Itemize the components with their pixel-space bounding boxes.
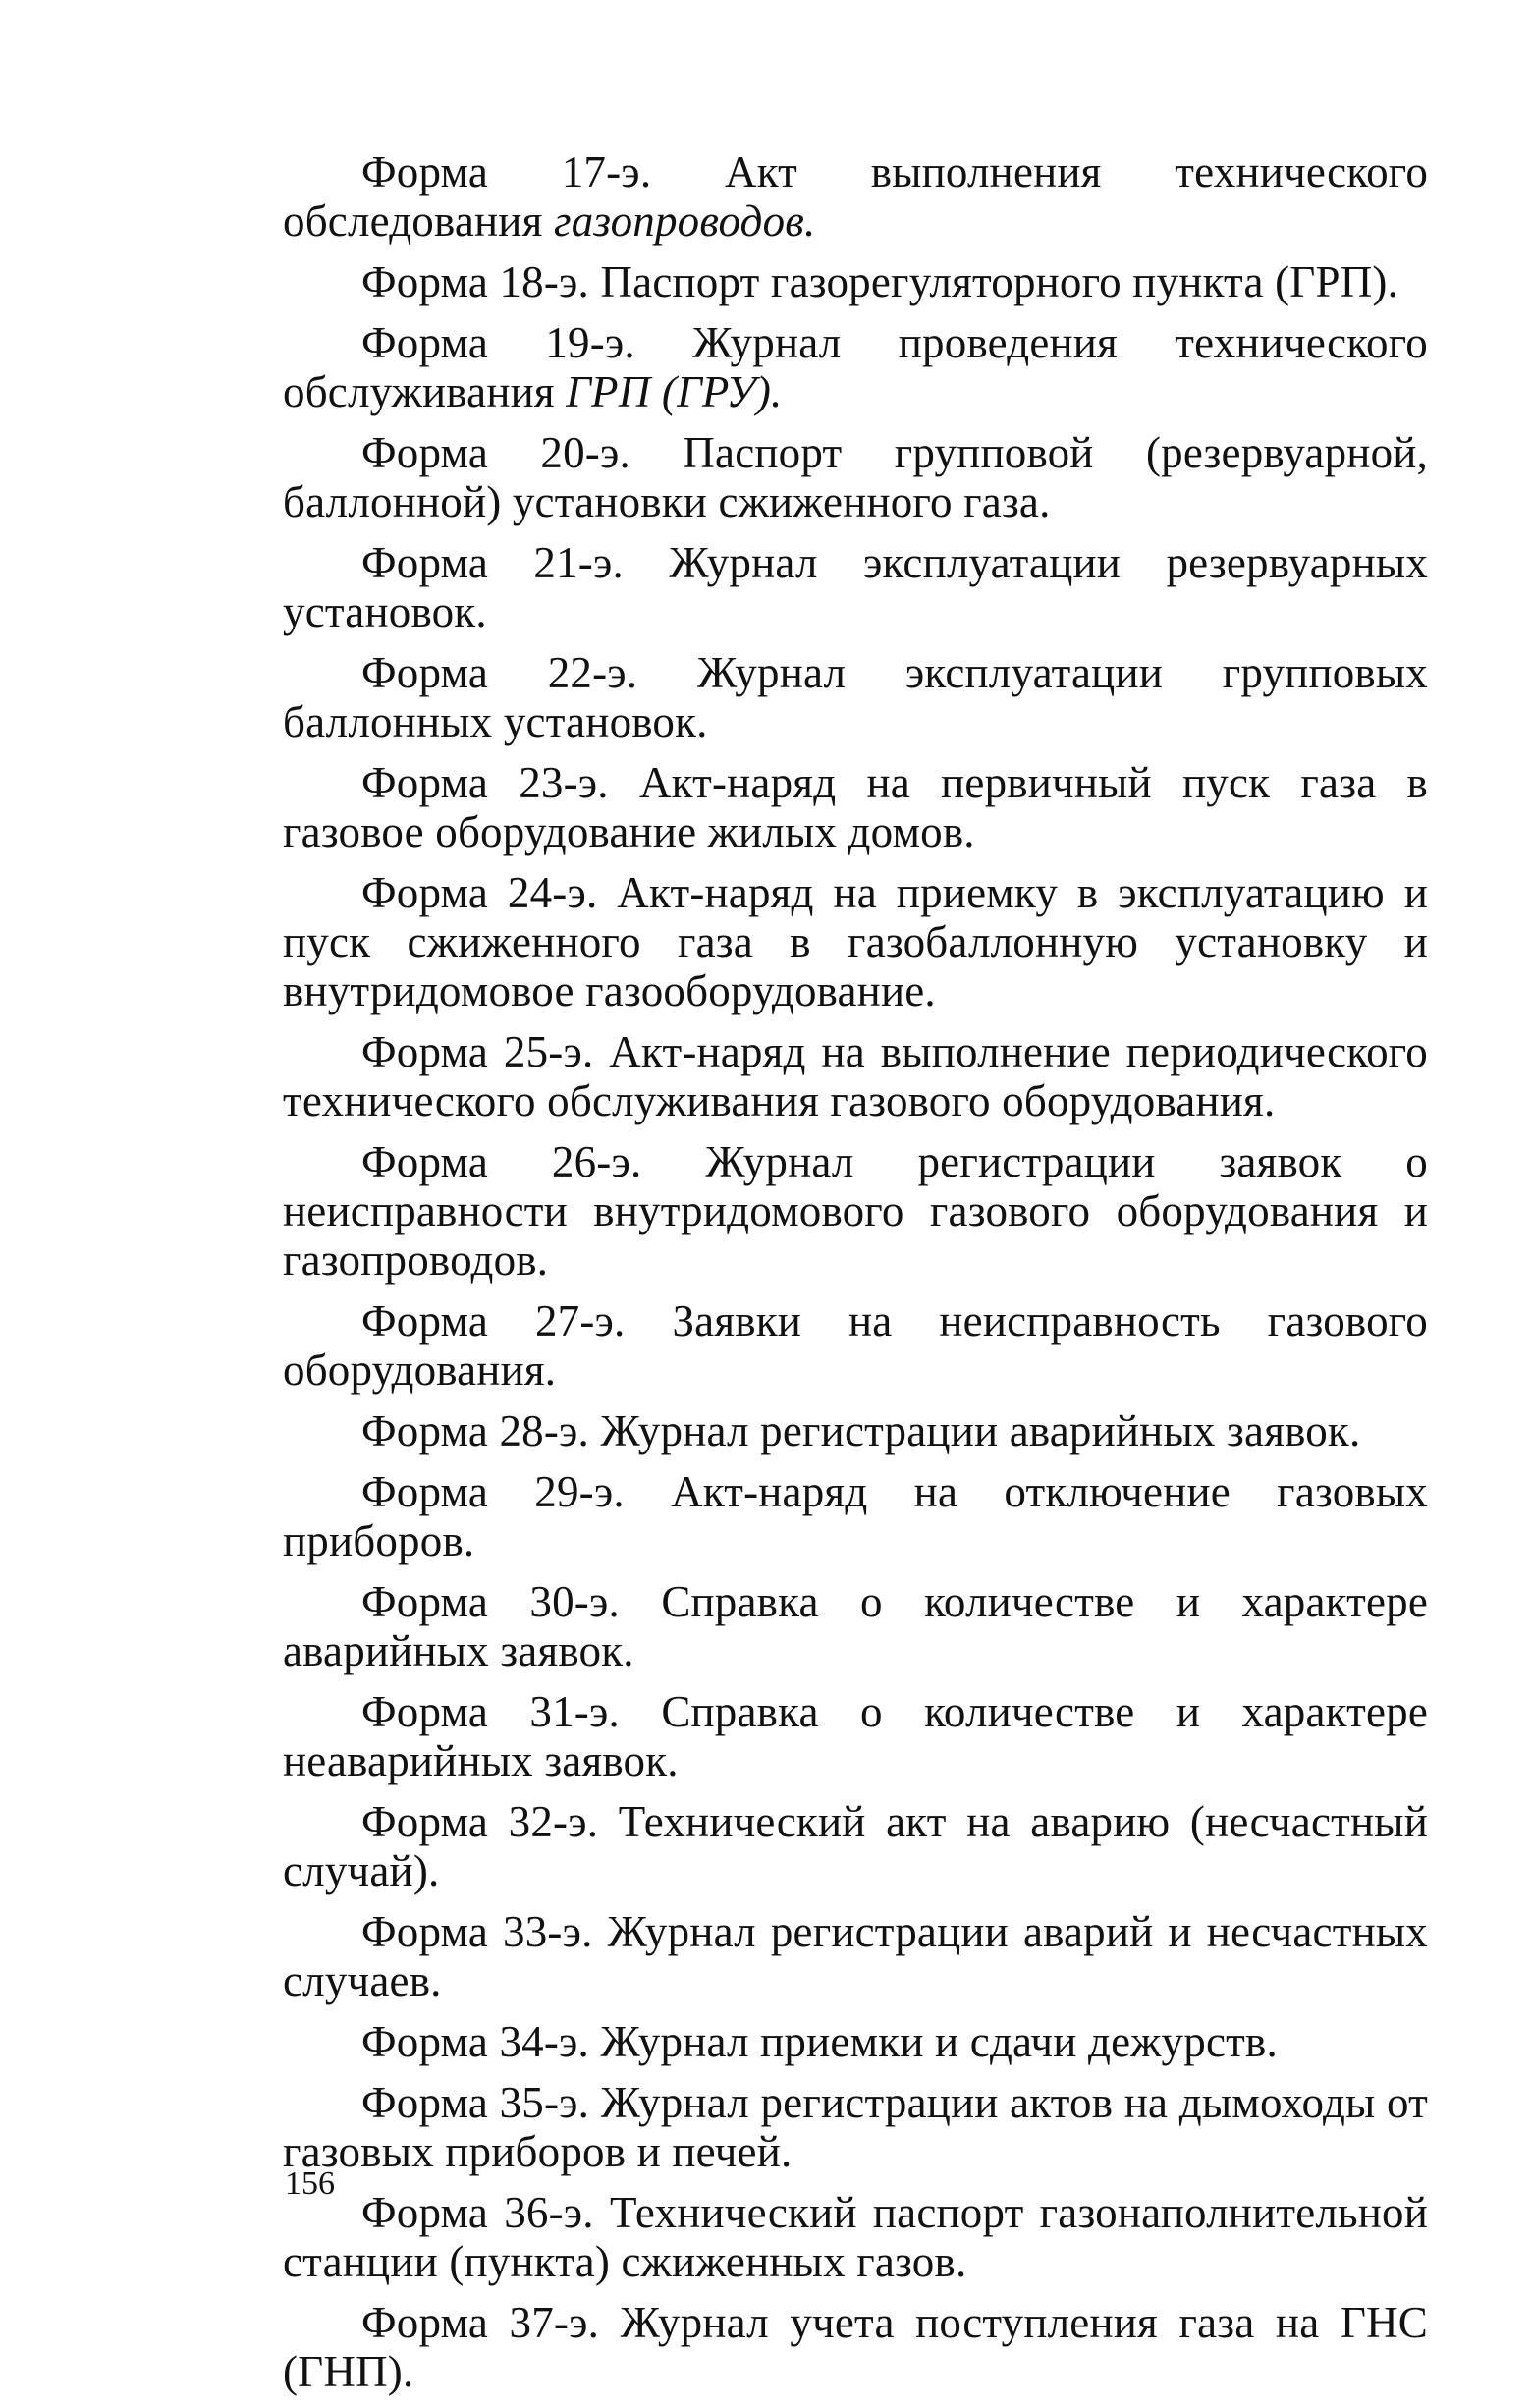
form-label: Форма 30-э. bbox=[361, 1577, 620, 1626]
form-label: Форма 33-э. bbox=[361, 1907, 593, 1956]
form-entry bbox=[283, 1406, 1428, 1455]
form-entry bbox=[283, 257, 1428, 306]
form-title: Акт-наряд на выполнение периодического технического обслуживания газового оборудования. bbox=[283, 1027, 1429, 1125]
form-entry bbox=[283, 1137, 1428, 1285]
form-entry bbox=[283, 2078, 1428, 2176]
form-title: Акт выполнения технического обследования bbox=[283, 147, 1429, 246]
form-title: Паспорт групповой (резервуарной, баллонной) установки сжиженного газа. bbox=[283, 428, 1429, 526]
form-title: Заявки на неисправность газового оборудования. bbox=[283, 1296, 1428, 1395]
form-title: Технический акт на аварию (несчастный случай). bbox=[283, 1797, 1428, 1895]
form-entry bbox=[283, 428, 1428, 526]
form-title: Журнал эксплуатации групповых баллонных установок. bbox=[283, 648, 1429, 746]
form-label: Форма 35-э. bbox=[361, 2078, 590, 2127]
form-entry bbox=[283, 1907, 1428, 2005]
form-title: Журнал регистрации заявок о неисправности внутридомового газового оборудования и газопроводов. bbox=[283, 1137, 1428, 1285]
form-label: Форма 23-э. bbox=[361, 758, 609, 807]
form-title: Паспорт газорегуляторного пункта (ГРП). bbox=[600, 257, 1399, 306]
form-entry bbox=[283, 1467, 1428, 1565]
form-entry bbox=[283, 147, 1428, 246]
form-title: Журнал приемки и сдачи дежурств. bbox=[600, 2017, 1278, 2066]
form-entry bbox=[283, 758, 1428, 856]
form-label: Форма 20-э. bbox=[361, 428, 630, 477]
form-title: Акт-наряд на отключение газовых приборов. bbox=[283, 1467, 1428, 1565]
form-title-italic: ГРП (ГРУ). bbox=[566, 367, 783, 416]
form-entry bbox=[283, 2298, 1428, 2396]
form-label: Форма 19-э. bbox=[361, 318, 635, 367]
form-title: Акт-наряд на первичный пуск газа в газовое оборудование жилых домов. bbox=[283, 758, 1429, 856]
form-label: Форма 24-э. bbox=[361, 868, 598, 917]
form-title: Справка о количестве и характере неаварийных заявок. bbox=[283, 1687, 1429, 1785]
form-title: Акт-наряд на приемку в эксплуатацию и пуск сжиженного газа в газобаллонную установку и внутридомовое газооборудование. bbox=[283, 868, 1428, 1015]
form-entry bbox=[283, 1027, 1428, 1125]
document-page bbox=[283, 147, 1428, 2408]
form-label: Форма 21-э. bbox=[361, 538, 624, 587]
form-entry bbox=[283, 318, 1428, 416]
form-title: Журнал эксплуатации резервуарных установок. bbox=[283, 538, 1429, 636]
form-label: Форма 32-э. bbox=[361, 1797, 599, 1846]
form-entry bbox=[283, 1296, 1428, 1395]
form-title: Журнал регистрации аварийных заявок. bbox=[600, 1406, 1361, 1455]
form-label: Форма 31-э. bbox=[361, 1687, 620, 1736]
form-label: Форма 26-э. bbox=[361, 1137, 642, 1186]
form-entry bbox=[283, 2188, 1428, 2286]
form-label: Форма 18-э. bbox=[361, 257, 590, 306]
form-entry bbox=[283, 538, 1428, 636]
forms-list bbox=[283, 147, 1428, 2396]
form-label: Форма 36-э. bbox=[361, 2188, 594, 2237]
form-title: Журнал регистрации актов на дымоходы от газовых приборов и печей. bbox=[283, 2078, 1429, 2176]
form-label: Форма 25-э. bbox=[361, 1027, 594, 1076]
form-title: Журнал проведения технического обслуживания bbox=[283, 318, 1428, 416]
form-title: Журнал регистрации аварий и несчастных случаев. bbox=[283, 1907, 1429, 2005]
form-label: Форма 17-э. bbox=[361, 147, 652, 196]
form-label: Форма 27-э. bbox=[361, 1296, 626, 1345]
form-title-italic: газопроводов. bbox=[553, 196, 816, 246]
form-title: Технический паспорт газонаполнительной станции (пункта) сжиженных газов. bbox=[283, 2188, 1429, 2286]
form-label: Форма 34-э. bbox=[361, 2017, 590, 2066]
form-entry bbox=[283, 1577, 1428, 1675]
page-number: 156 bbox=[285, 2165, 335, 2202]
form-entry bbox=[283, 1687, 1428, 1785]
form-entry bbox=[283, 2017, 1428, 2066]
form-label: Форма 29-э. bbox=[361, 1467, 625, 1516]
form-title: Справка о количестве и характере аварийных заявок. bbox=[283, 1577, 1429, 1675]
form-title: Журнал учета поступления газа на ГНС (ГНП). bbox=[283, 2298, 1429, 2396]
form-label: Форма 37-э. bbox=[361, 2298, 600, 2347]
form-entry bbox=[283, 868, 1428, 1015]
form-label: Форма 22-э. bbox=[361, 648, 638, 697]
form-label: Форма 28-э. bbox=[361, 1406, 590, 1455]
form-entry bbox=[283, 1797, 1428, 1895]
form-entry bbox=[283, 648, 1428, 746]
